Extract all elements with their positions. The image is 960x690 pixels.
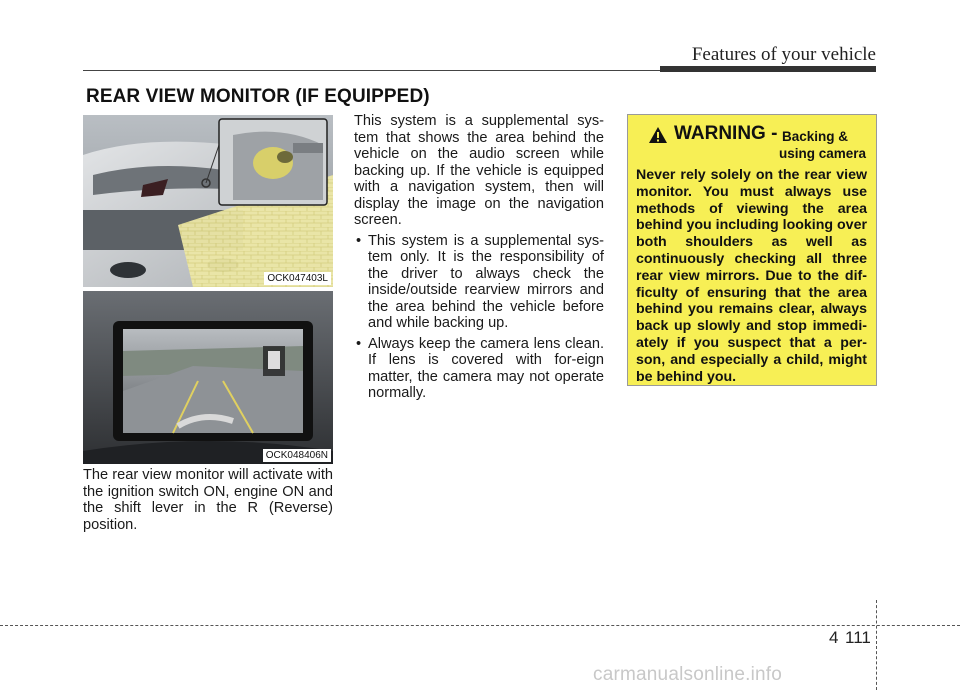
bullet-icon: • xyxy=(356,232,362,249)
chapter-number: 4 xyxy=(829,628,839,647)
warning-header xyxy=(636,121,867,163)
rear-camera-car-photo xyxy=(83,115,333,287)
list-item xyxy=(354,233,604,332)
bullet-icon: • xyxy=(356,335,362,352)
list-item xyxy=(354,336,604,402)
system-description xyxy=(354,113,604,406)
warning-subtitle: Backing & xyxy=(782,129,849,144)
warning-triangle-icon xyxy=(648,126,668,149)
activation-paragraph: The rear view monitor will activate with the ignition switch ON, engine ON and the shift lever in the R (Reverse) position. xyxy=(83,467,333,533)
figure-code: OCK048406N xyxy=(263,449,331,462)
footer-vertical-divider xyxy=(876,600,877,690)
warning-box xyxy=(627,114,877,386)
list-item-text: This system is a supplemental sys-tem only. It is the responsibility of the driver to always check the inside/outside rearview mirrors and the area behind the vehicle before and while backing up. xyxy=(368,232,604,331)
warning-subtitle-continued: using camera xyxy=(779,146,867,161)
warning-label: WARNING - xyxy=(674,123,778,144)
warning-text: Never rely solely on the rear view monitor. You must always use methods of viewing the area behind you including looking over both shoulders as well as continuously checking all three rear view mirrors. Due to the dif-ficulty of ensuring that the area behind you remains clear, always back up slowly and stop immedi-ately if you suspect that a per-son, and especially a child, might be behind you. xyxy=(636,167,867,385)
list-item-text: Always keep the camera lens clean. If lens is covered with for-eign matter, the camera may not operate normally. xyxy=(368,335,604,401)
header-accent-bar xyxy=(660,66,876,72)
figure-code: OCK047403L xyxy=(264,272,331,285)
caution-list xyxy=(354,233,604,402)
watermark: carmanualsonline.info xyxy=(593,664,783,685)
footer-divider xyxy=(0,625,960,626)
page-header-title: Features of your vehicle xyxy=(691,44,876,65)
section-title: REAR VIEW MONITOR (IF EQUIPPED) xyxy=(86,86,430,107)
intro-paragraph: This system is a supplemental sys-tem that shows the area behind the vehicle on the audio screen while backing up. If the vehicle is equipped with a navigation system, then will display the image on the navigation screen. xyxy=(354,113,604,228)
rear-camera-display-photo xyxy=(83,291,333,464)
page-number: 111 xyxy=(845,628,871,647)
